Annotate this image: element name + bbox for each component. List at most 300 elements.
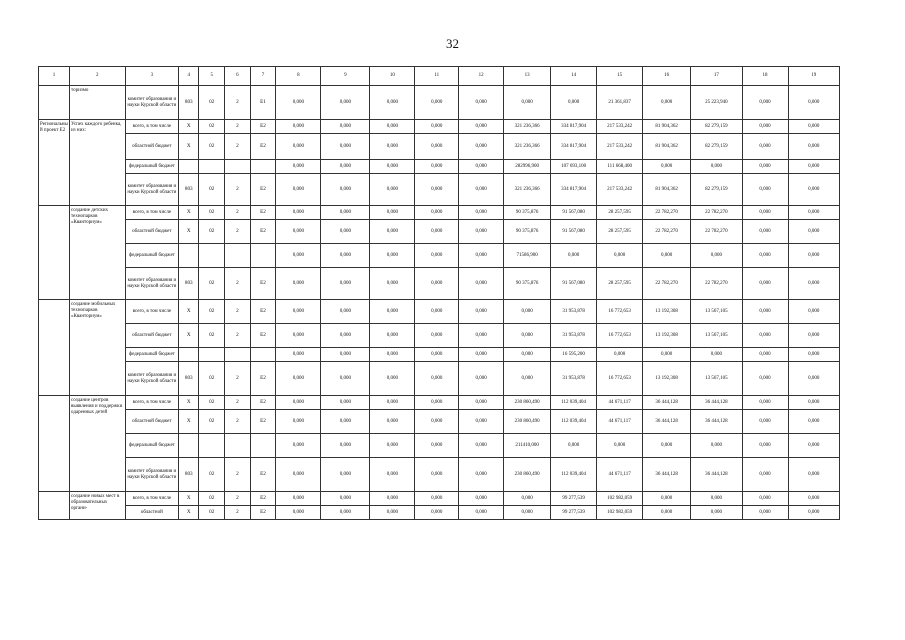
code-cell: 2 [225,268,251,300]
activity-cell: Успех каждого ребенка, из них: [70,120,126,206]
code-cell: X [179,492,199,506]
value-cell: 22 782,270 [643,268,691,300]
value-cell: 334 817,904 [551,134,597,160]
value-cell: 0,000 [788,206,839,220]
table-row [39,160,840,174]
value-cell: 230 860,490 [504,410,551,434]
value-cell: 0,000 [691,492,742,506]
code-cell: 02 [199,458,225,492]
value-cell: 217 533,242 [597,134,643,160]
value-cell: 0,000 [370,362,415,396]
table-row [39,206,840,220]
value-cell: 0,000 [276,396,321,410]
value-cell: 0,000 [788,324,839,348]
funding-source-cell: комитет образования и науки Курской области [125,86,178,120]
funding-source-cell: всего, в том числе [125,492,178,506]
value-cell: 0,000 [742,86,788,120]
value-cell: 0,000 [551,434,597,458]
table-row [39,120,840,134]
value-cell: 0,000 [691,348,742,362]
program-cell [39,396,70,492]
value-cell: 91 567,080 [551,220,597,244]
code-cell: X [179,324,199,348]
value-cell: 0,000 [459,506,504,520]
value-cell: 0,000 [415,268,459,300]
value-cell: 0,000 [370,492,415,506]
code-cell: 02 [199,300,225,324]
value-cell: 99 277,539 [551,492,597,506]
value-cell: 0,000 [504,300,551,324]
value-cell: 0,000 [459,396,504,410]
value-cell: 0,000 [276,348,321,362]
value-cell: 0,000 [321,492,370,506]
code-cell: 2 [225,86,251,120]
value-cell: 0,000 [276,244,321,268]
program-cell [39,300,70,396]
value-cell: 321 236,366 [504,174,551,206]
code-cell [225,434,251,458]
value-cell: 0,000 [504,362,551,396]
code-cell: 2 [225,120,251,134]
value-cell: 0,000 [370,86,415,120]
value-cell: 0,000 [415,410,459,434]
value-cell: 0,000 [504,348,551,362]
value-cell: 0,000 [788,134,839,160]
code-cell: E2 [250,174,276,206]
value-cell: 0,000 [321,434,370,458]
value-cell: 0,000 [276,506,321,520]
value-cell: 0,000 [370,244,415,268]
code-cell: 2 [225,134,251,160]
code-cell: 2 [225,492,251,506]
value-cell: 0,000 [459,134,504,160]
value-cell: 0,000 [459,362,504,396]
header-cell-13: 13 [504,67,551,86]
value-cell: 217 533,242 [597,120,643,134]
value-cell: 0,000 [370,396,415,410]
value-cell: 0,000 [788,410,839,434]
table-row [39,324,840,348]
value-cell: 82 279,159 [691,174,742,206]
value-cell: 0,000 [321,396,370,410]
value-cell: 0,000 [643,244,691,268]
value-cell: 0,000 [788,220,839,244]
code-cell: X [179,300,199,324]
value-cell: 0,000 [459,120,504,134]
value-cell: 0,000 [276,86,321,120]
page-number: 32 [446,36,459,51]
value-cell: 0,000 [691,244,742,268]
value-cell: 0,000 [742,506,788,520]
code-cell: 2 [225,506,251,520]
header-cell-2: 2 [70,67,126,86]
code-cell: 2 [225,458,251,492]
value-cell: 0,000 [276,492,321,506]
value-cell: 321 236,366 [504,120,551,134]
value-cell: 90 375,876 [504,268,551,300]
code-cell: 02 [199,120,225,134]
code-cell [179,160,199,174]
value-cell: 0,000 [276,160,321,174]
value-cell: 112 039,404 [551,458,597,492]
table-row [39,134,840,160]
value-cell: 0,000 [788,300,839,324]
value-cell: 28 257,595 [597,206,643,220]
value-cell: 22 782,270 [691,220,742,244]
value-cell: 0,000 [459,492,504,506]
code-cell: 803 [179,268,199,300]
code-cell: E2 [250,362,276,396]
code-cell: 803 [179,458,199,492]
value-cell: 0,000 [370,458,415,492]
value-cell: 81 904,362 [643,134,691,160]
value-cell: 0,000 [643,492,691,506]
program-cell [39,86,70,120]
code-cell: 2 [225,206,251,220]
header-cell-5: 5 [199,67,225,86]
value-cell: 81 904,362 [643,120,691,134]
value-cell: 112 039,404 [551,410,597,434]
program-cell [39,492,70,520]
value-cell: 0,000 [370,506,415,520]
value-cell: 44 671,117 [597,458,643,492]
value-cell: 13 192,308 [643,324,691,348]
header-cell-4: 4 [179,67,199,86]
value-cell: 0,000 [459,458,504,492]
header-cell-18: 18 [742,67,788,86]
code-cell [179,434,199,458]
activity-cell: создание мобильных технопарков «Кванториум» [70,300,126,396]
funding-source-cell: федеральный бюджет [125,348,178,362]
value-cell: 90 375,876 [504,220,551,244]
value-cell: 0,000 [276,120,321,134]
code-cell [225,348,251,362]
value-cell: 0,000 [788,86,839,120]
header-row [39,67,840,86]
value-cell: 0,000 [742,174,788,206]
value-cell: 22 782,270 [691,206,742,220]
value-cell: 0,000 [788,492,839,506]
code-cell: X [179,220,199,244]
code-cell: 02 [199,86,225,120]
value-cell: 0,000 [459,206,504,220]
value-cell: 0,000 [788,244,839,268]
value-cell: 0,000 [459,86,504,120]
value-cell: 0,000 [321,300,370,324]
funding-source-cell: областной бюджет [125,324,178,348]
table-row [39,174,840,206]
funding-source-cell: всего, в том числе [125,300,178,324]
value-cell: 0,000 [742,300,788,324]
table-row [39,434,840,458]
value-cell: 0,000 [788,362,839,396]
value-cell: 0,000 [276,300,321,324]
value-cell: 0,000 [321,362,370,396]
value-cell: 0,000 [742,160,788,174]
value-cell: 0,000 [597,244,643,268]
value-cell: 0,000 [415,160,459,174]
code-cell: 2 [225,362,251,396]
value-cell: 0,000 [459,220,504,244]
value-cell: 0,000 [321,206,370,220]
value-cell: 28 257,595 [597,220,643,244]
value-cell: 0,000 [415,220,459,244]
value-cell: 102 982,059 [597,492,643,506]
table-row [39,86,840,120]
value-cell: 0,000 [370,160,415,174]
code-cell: E2 [250,396,276,410]
code-cell: E2 [250,410,276,434]
code-cell: 02 [199,362,225,396]
value-cell: 0,000 [459,244,504,268]
value-cell: 0,000 [321,506,370,520]
value-cell: 0,000 [276,410,321,434]
header-cell-17: 17 [691,67,742,86]
code-cell: X [179,410,199,434]
value-cell: 13 192,308 [643,300,691,324]
code-cell: E2 [250,492,276,506]
value-cell: 0,000 [321,86,370,120]
code-cell: X [179,206,199,220]
header-cell-12: 12 [459,67,504,86]
value-cell: 0,000 [276,206,321,220]
code-cell: 2 [225,300,251,324]
code-cell: E2 [250,268,276,300]
table-row [39,268,840,300]
header-cell-7: 7 [250,67,276,86]
value-cell: 0,000 [415,458,459,492]
code-cell: E2 [250,206,276,220]
value-cell: 13 567,105 [691,362,742,396]
funding-source-cell: областной [125,506,178,520]
value-cell: 31 953,878 [551,300,597,324]
value-cell: 211410,000 [504,434,551,458]
value-cell: 0,000 [276,458,321,492]
code-cell: 2 [225,324,251,348]
value-cell: 13 567,105 [691,324,742,348]
value-cell: 36 444,128 [643,396,691,410]
code-cell: 02 [199,410,225,434]
code-cell: X [179,134,199,160]
code-cell [199,160,225,174]
value-cell: 0,000 [742,220,788,244]
program-cell [39,206,70,300]
funding-source-cell: комитет образования и науки Курской области [125,268,178,300]
code-cell [179,244,199,268]
value-cell: 334 817,904 [551,174,597,206]
value-cell: 0,000 [321,220,370,244]
value-cell: 321 236,366 [504,134,551,160]
code-cell: 2 [225,220,251,244]
value-cell: 0,000 [415,506,459,520]
code-cell: 02 [199,220,225,244]
value-cell: 0,000 [459,300,504,324]
code-cell: E1 [250,86,276,120]
value-cell: 107 693,100 [551,160,597,174]
header-cell-10: 10 [370,67,415,86]
value-cell: 0,000 [415,86,459,120]
value-cell: 0,000 [370,410,415,434]
value-cell: 22 782,270 [691,268,742,300]
value-cell: 0,000 [742,134,788,160]
header-cell-8: 8 [276,67,321,86]
value-cell: 0,000 [321,160,370,174]
value-cell: 0,000 [788,268,839,300]
header-cell-1: 1 [39,67,70,86]
budget-table [38,66,840,520]
table-row [39,410,840,434]
funding-source-cell: федеральный бюджет [125,244,178,268]
value-cell: 0,000 [551,244,597,268]
value-cell: 0,000 [459,410,504,434]
value-cell: 0,000 [321,458,370,492]
value-cell: 217 533,242 [597,174,643,206]
value-cell: 0,000 [504,492,551,506]
value-cell: 0,000 [370,120,415,134]
value-cell: 0,000 [415,362,459,396]
code-cell: 02 [199,174,225,206]
value-cell: 0,000 [321,268,370,300]
value-cell: 0,000 [276,268,321,300]
value-cell: 0,000 [415,348,459,362]
funding-source-cell: областной бюджет [125,134,178,160]
value-cell: 0,000 [321,244,370,268]
value-cell: 31 953,878 [551,324,597,348]
value-cell: 0,000 [276,324,321,348]
value-cell: 0,000 [370,300,415,324]
value-cell: 0,000 [321,134,370,160]
value-cell: 0,000 [504,86,551,120]
value-cell: 0,000 [459,324,504,348]
value-cell: 0,000 [742,492,788,506]
value-cell: 0,000 [742,120,788,134]
value-cell: 0,000 [742,410,788,434]
value-cell: 91 567,080 [551,268,597,300]
value-cell: 16 772,653 [597,300,643,324]
value-cell: 0,000 [370,174,415,206]
value-cell: 0,000 [643,160,691,174]
value-cell: 0,000 [321,348,370,362]
code-cell [199,244,225,268]
code-cell: 2 [225,396,251,410]
value-cell: 0,000 [788,458,839,492]
value-cell: 0,000 [788,434,839,458]
funding-source-cell: федеральный бюджет [125,434,178,458]
code-cell [250,348,276,362]
activity-cell: торизмо [70,86,126,120]
code-cell: E2 [250,220,276,244]
table-row [39,300,840,324]
code-cell: 02 [199,206,225,220]
value-cell: 0,000 [788,348,839,362]
funding-source-cell: всего, в том числе [125,396,178,410]
value-cell: 0,000 [370,220,415,244]
value-cell: 0,000 [459,434,504,458]
value-cell: 0,000 [742,458,788,492]
code-cell [250,160,276,174]
program-cell: Региональный проект Е2 [39,120,70,206]
code-cell [250,434,276,458]
value-cell: 82 279,159 [691,134,742,160]
value-cell: 230 860,490 [504,396,551,410]
activity-cell: создание новых мест в образовательных органи- [70,492,126,520]
value-cell: 0,000 [691,506,742,520]
value-cell: 0,000 [597,434,643,458]
code-cell: E2 [250,300,276,324]
funding-source-cell: комитет образования и науки Курской области [125,458,178,492]
value-cell: 0,000 [788,120,839,134]
table-row [39,362,840,396]
value-cell: 0,000 [788,396,839,410]
value-cell: 0,000 [321,410,370,434]
code-cell: 02 [199,396,225,410]
header-cell-16: 16 [643,67,691,86]
header-cell-14: 14 [551,67,597,86]
code-cell: 803 [179,174,199,206]
value-cell: 230 860,490 [504,458,551,492]
code-cell: 02 [199,324,225,348]
value-cell: 0,000 [459,174,504,206]
value-cell: 82 279,159 [691,120,742,134]
value-cell: 0,000 [321,174,370,206]
value-cell: 0,000 [788,506,839,520]
value-cell: 36 444,128 [691,410,742,434]
header-cell-9: 9 [321,67,370,86]
funding-source-cell: областной бюджет [125,220,178,244]
value-cell: 0,000 [370,434,415,458]
value-cell: 0,000 [415,396,459,410]
value-cell: 0,000 [415,174,459,206]
value-cell: 22 782,270 [643,220,691,244]
value-cell: 0,000 [742,206,788,220]
value-cell: 0,000 [276,174,321,206]
value-cell: 0,000 [459,348,504,362]
value-cell: 0,000 [370,268,415,300]
value-cell: 0,000 [742,434,788,458]
header-cell-6: 6 [225,67,251,86]
code-cell [179,348,199,362]
funding-source-cell: областной бюджет [125,410,178,434]
value-cell: 0,000 [788,174,839,206]
value-cell: 0,000 [415,492,459,506]
table-row [39,348,840,362]
value-cell: 0,000 [370,348,415,362]
code-cell: E2 [250,506,276,520]
value-cell: 99 277,539 [551,506,597,520]
value-cell: 44 671,117 [597,410,643,434]
code-cell: X [179,120,199,134]
activity-cell: создание центров выявления и поддержки одаренных детей [70,396,126,492]
value-cell: 0,000 [459,160,504,174]
value-cell: 28 257,595 [597,268,643,300]
value-cell: 16 772,653 [597,324,643,348]
value-cell: 0,000 [597,348,643,362]
code-cell [199,348,225,362]
code-cell: E2 [250,458,276,492]
value-cell: 0,000 [551,86,597,120]
value-cell: 91 567,080 [551,206,597,220]
value-cell: 0,000 [742,348,788,362]
code-cell: 803 [179,86,199,120]
value-cell: 0,000 [276,134,321,160]
activity-cell: создание детских технопарков «Кванториум» [70,206,126,300]
value-cell: 0,000 [415,300,459,324]
value-cell: 0,000 [742,362,788,396]
value-cell: 0,000 [742,268,788,300]
value-cell: 36 444,128 [691,458,742,492]
code-cell [225,244,251,268]
value-cell: 0,000 [415,206,459,220]
